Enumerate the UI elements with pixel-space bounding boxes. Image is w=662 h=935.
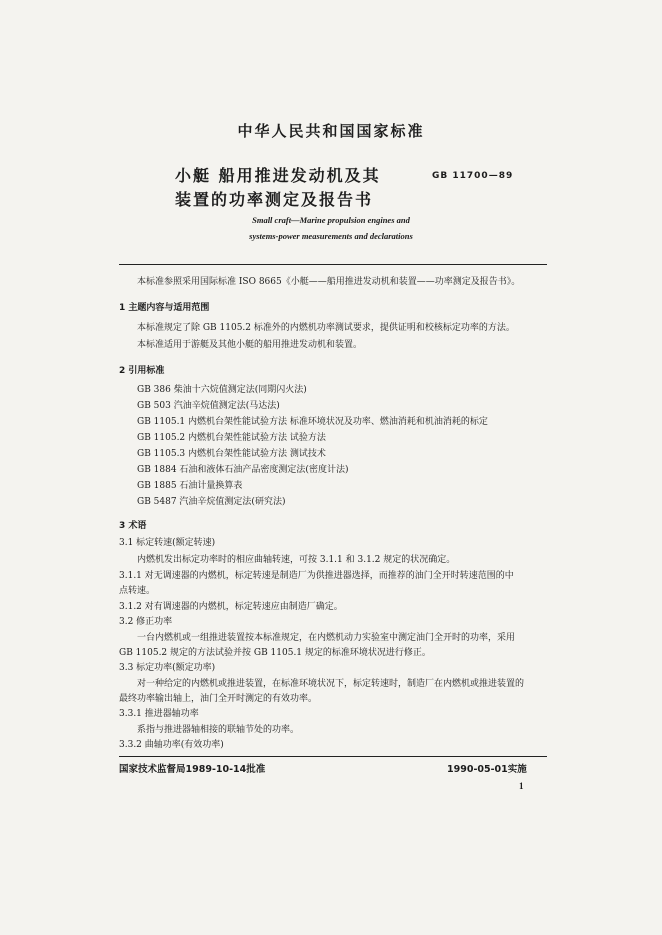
document-title-line1: 小艇 船用推进发动机及其 bbox=[175, 166, 381, 185]
header-divider bbox=[119, 264, 547, 265]
clause-3-1-1-line2: 点转速。 bbox=[119, 586, 156, 596]
clause-3-1-2: 3.1.2 对有调速器的内燃机，标定转速应由制造厂确定。 bbox=[119, 602, 343, 612]
page-number: 1 bbox=[519, 781, 524, 791]
clause-3-3-line1: 对一种给定的内燃机或推进装置，在标准环境状况下，标定转速时，制造厂在内燃机或推进装置的 bbox=[137, 679, 525, 689]
section-1-para2: 本标准适用于游艇及其他小艇的船用推进发动机和装置。 bbox=[137, 340, 363, 350]
reference-item: GB 1885 石油计量换算表 bbox=[137, 481, 243, 491]
reference-item: GB 386 柴油十六烷值测定法(同期闪火法) bbox=[137, 385, 307, 395]
implementation-date: 1990-05-01实施 bbox=[447, 764, 527, 775]
issuing-authority: 中华人民共和国国家标准 bbox=[237, 122, 425, 140]
clause-3-3-line2: 最终功率输出轴上，油门全开时测定的有效功率。 bbox=[119, 694, 318, 704]
reference-item: GB 5487 汽油辛烷值测定法(研究法) bbox=[137, 497, 286, 507]
intro-text: 本标准参照采用国际标准 ISO 8665《小艇——船用推进发动机和装置——功率测定及报告书》。 bbox=[137, 277, 521, 287]
standard-number: GB 11700—89 bbox=[432, 171, 514, 181]
reference-item: GB 503 汽油辛烷值测定法(马达法) bbox=[137, 401, 280, 411]
clause-3-3-1-heading: 3.3.1 推进器轴功率 bbox=[119, 709, 199, 719]
reference-item: GB 1884 石油和液体石油产品密度测定法(密度计法) bbox=[137, 465, 349, 475]
clause-3-1-heading: 3.1 标定转速(额定转速) bbox=[119, 538, 216, 548]
reference-item: GB 1105.2 内燃机台架性能试验方法 试验方法 bbox=[137, 433, 326, 443]
reference-item: GB 1105.1 内燃机台架性能试验方法 标准环境状况及功率、燃油消耗和机油消耗的标定 bbox=[137, 417, 488, 427]
clause-3-3-2-heading: 3.3.2 曲轴功率(有效功率) bbox=[119, 740, 224, 750]
section-1-para1: 本标准规定了除 GB 1105.2 标准外的内燃机功率测试要求，提供证明和校核标定功率的方法。 bbox=[137, 323, 515, 333]
section-3-heading: 3 术语 bbox=[119, 521, 147, 531]
english-title-line1: Small craft—Marine propulsion engines and bbox=[252, 215, 410, 225]
english-title-line2: systems-power measurements and declarations bbox=[249, 231, 413, 241]
clause-3-2-line2: GB 1105.2 规定的方法试验并按 GB 1105.1 规定的标准环境状况进行修正。 bbox=[119, 648, 431, 658]
footer-divider bbox=[119, 756, 547, 757]
clause-3-1-text: 内燃机发出标定功率时的相应曲轴转速，可按 3.1.1 和 3.1.2 规定的状况确定。 bbox=[137, 555, 456, 565]
approval-date: 国家技术监督局1989-10-14批准 bbox=[119, 764, 266, 775]
clause-3-1-1-line1: 3.1.1 对无调速器的内燃机，标定转速是制造厂为供推进器选择，而推荐的油门全开时转速范围的中 bbox=[119, 571, 514, 581]
clause-3-2-heading: 3.2 修正功率 bbox=[119, 617, 173, 627]
reference-item: GB 1105.3 内燃机台架性能试验方法 测试技术 bbox=[137, 449, 326, 459]
clause-3-3-1-text: 系指与推进器轴相接的联轴节处的功率。 bbox=[137, 725, 300, 735]
section-2-heading: 2 引用标准 bbox=[119, 366, 165, 376]
document-title-line2: 装置的功率测定及报告书 bbox=[175, 190, 374, 209]
clause-3-3-heading: 3.3 标定功率(额定功率) bbox=[119, 663, 216, 673]
clause-3-2-line1: 一台内燃机或一组推进装置按本标准规定，在内燃机动力实验室中测定油门全开时的功率，采用 bbox=[137, 633, 516, 643]
section-1-heading: 1 主题内容与适用范围 bbox=[119, 303, 210, 313]
